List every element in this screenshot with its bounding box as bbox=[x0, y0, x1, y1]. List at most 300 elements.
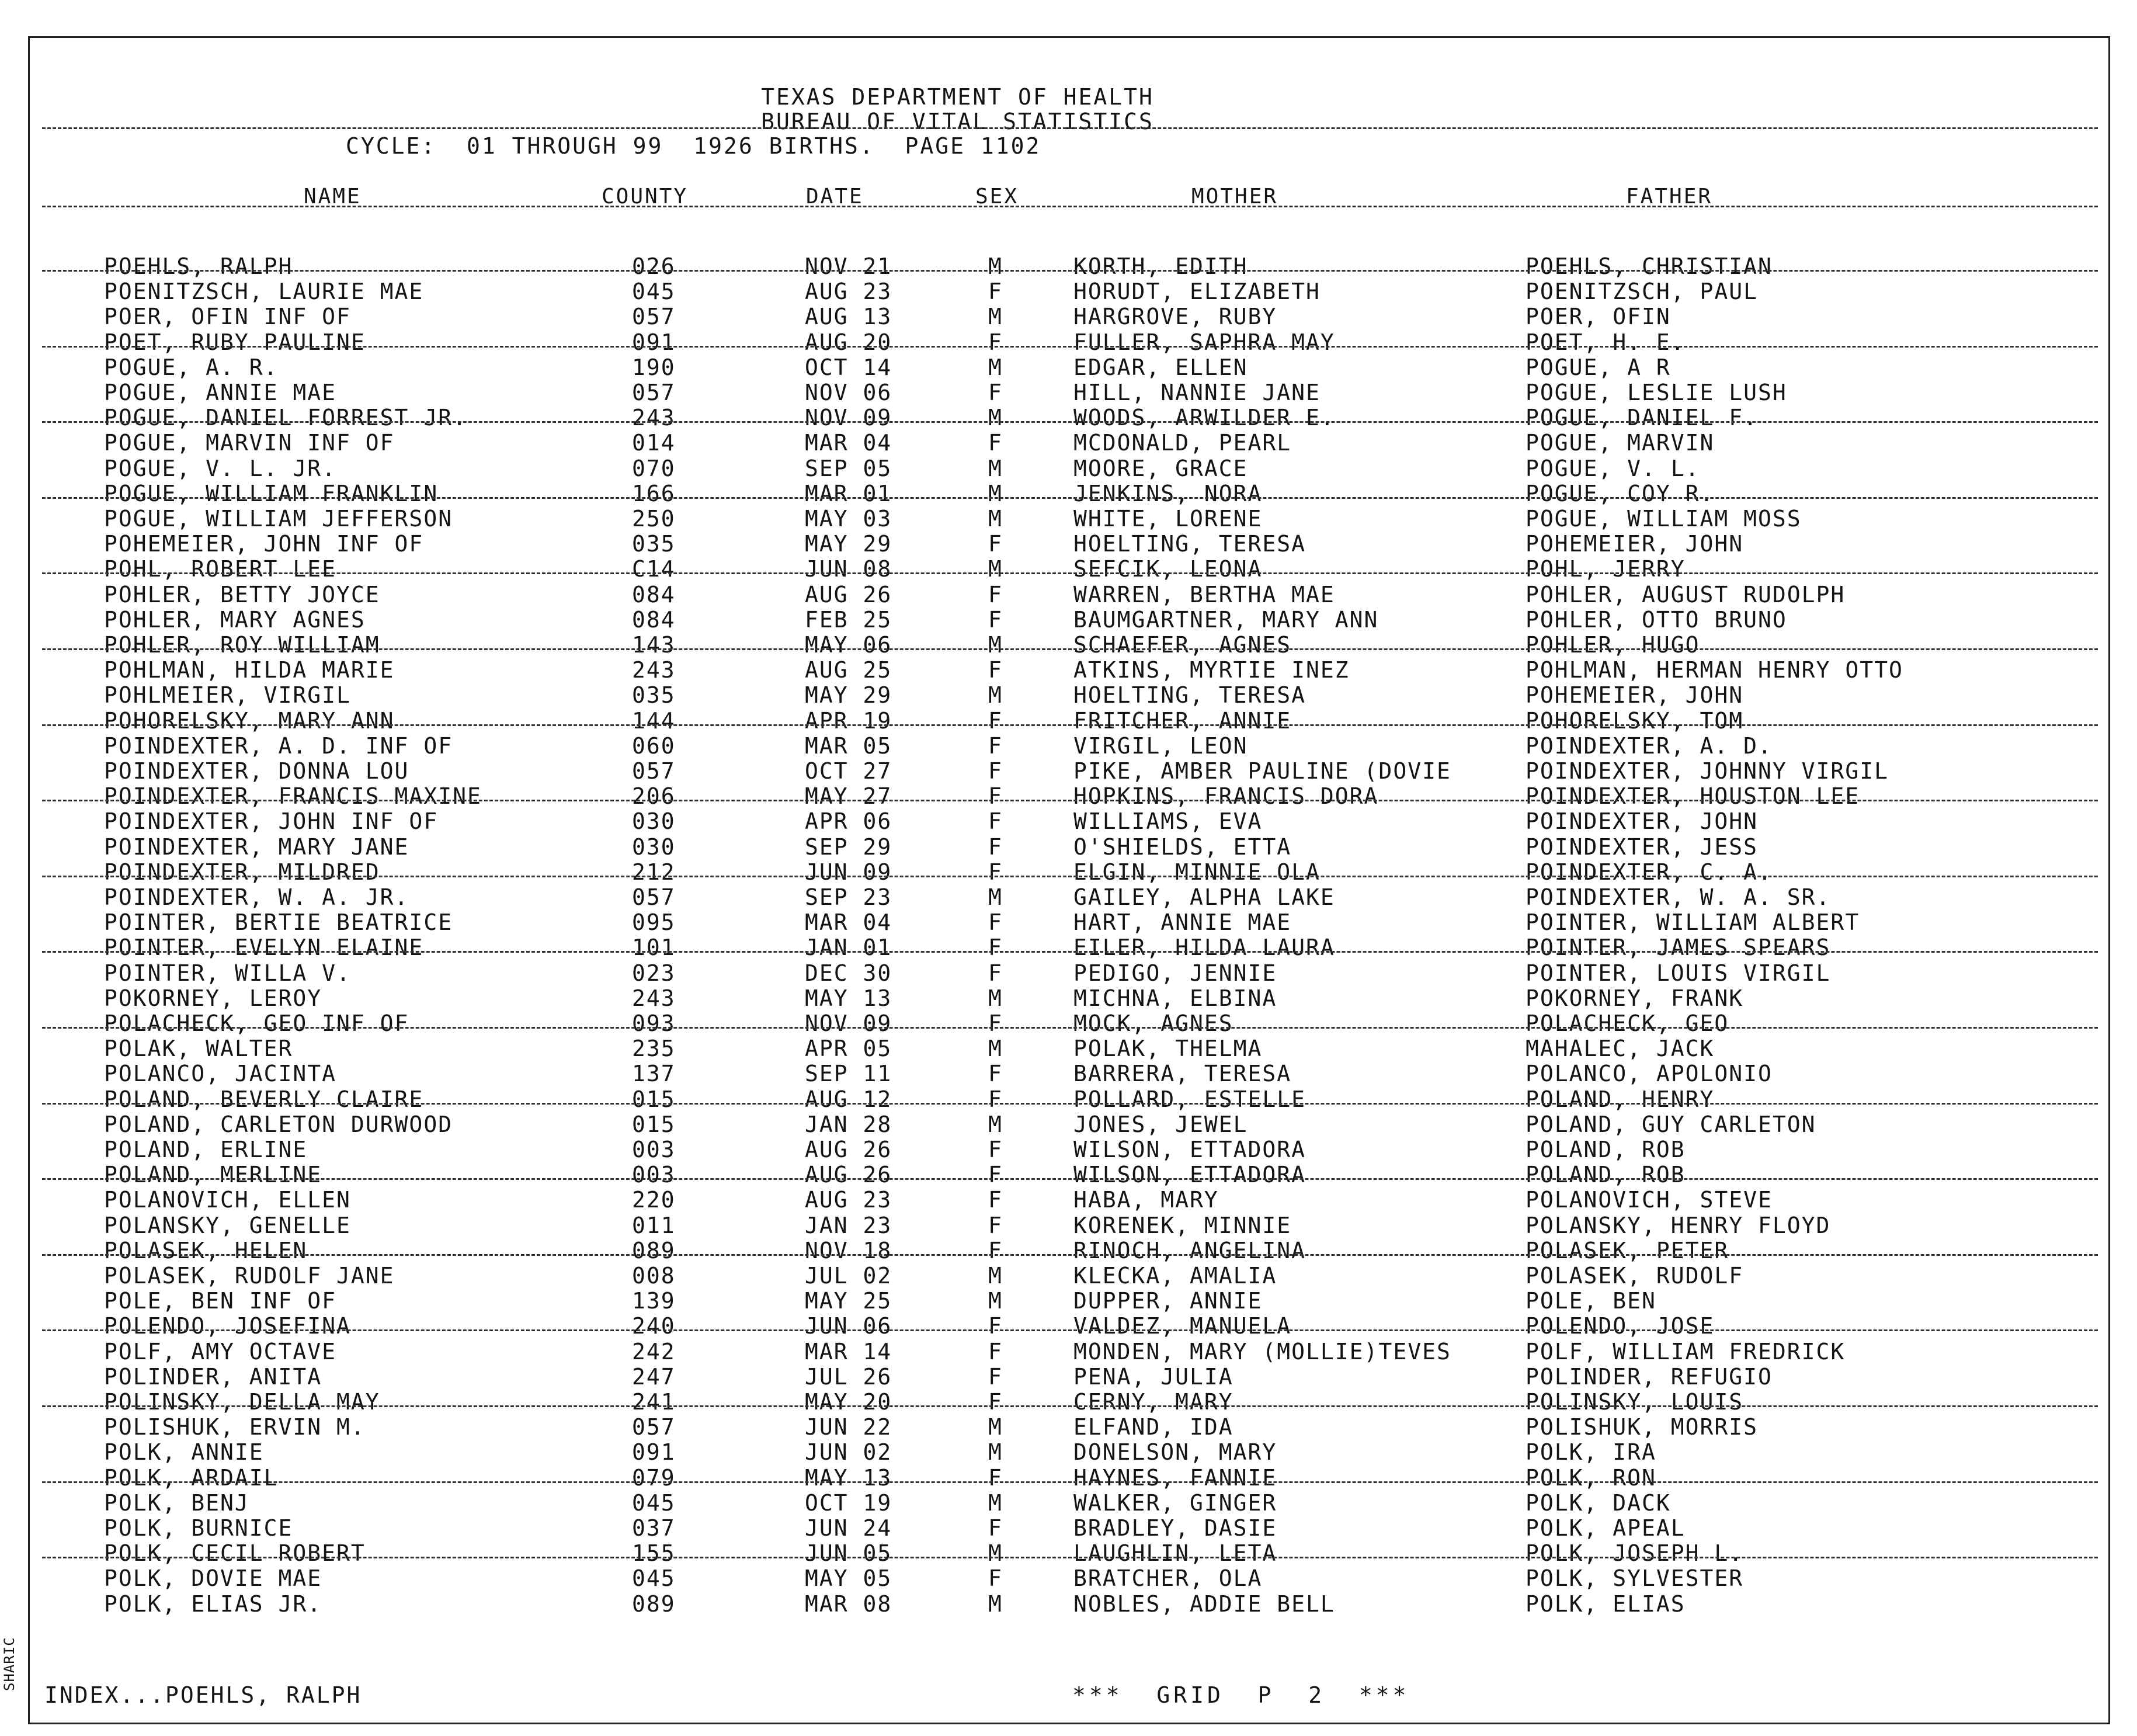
record-father: POGUE, DANIEL F. bbox=[1526, 405, 1759, 431]
record-name: POHLER, ROY WILLIAM bbox=[104, 632, 380, 658]
record-date: MAR 05 bbox=[805, 732, 892, 759]
record-county: 045 bbox=[632, 1565, 676, 1592]
record-county: 084 bbox=[632, 606, 676, 633]
record-date: AUG 23 bbox=[805, 279, 892, 305]
record-date: JUN 08 bbox=[805, 556, 892, 582]
record-name: POGUE, WILLIAM JEFFERSON bbox=[104, 506, 453, 532]
record-father: POLE, BEN bbox=[1526, 1288, 1656, 1314]
record-sex: M bbox=[988, 304, 1003, 330]
record-father: POINTER, JAMES SPEARS bbox=[1526, 935, 1831, 961]
record-date: MAY 13 bbox=[805, 985, 892, 1011]
record-father: POER, OFIN bbox=[1526, 304, 1671, 330]
record-date: MAY 06 bbox=[805, 632, 892, 658]
record-mother: NOBLES, ADDIE BELL bbox=[1073, 1591, 1335, 1617]
record-row bbox=[0, 935, 2137, 959]
record-mother: KORTH, EDITH bbox=[1073, 254, 1248, 279]
record-row bbox=[0, 1465, 2137, 1490]
record-row bbox=[0, 1490, 2137, 1515]
record-row bbox=[0, 884, 2137, 909]
record-county: 235 bbox=[632, 1036, 676, 1062]
record-row bbox=[0, 1439, 2137, 1464]
record-date: JAN 28 bbox=[805, 1111, 892, 1137]
record-mother: WILSON, ETTADORA bbox=[1073, 1137, 1306, 1162]
header-rule bbox=[42, 127, 2098, 129]
record-father: POEHLS, CHRISTIAN bbox=[1526, 254, 1773, 279]
record-row bbox=[0, 1238, 2137, 1262]
record-row bbox=[0, 808, 2137, 833]
record-name: POLISHUK, ERVIN M. bbox=[104, 1414, 366, 1440]
record-father: POINDEXTER, JOHN bbox=[1526, 808, 1759, 835]
record-county: 240 bbox=[632, 1313, 676, 1339]
record-name: POINDEXTER, JOHN INF OF bbox=[104, 808, 439, 835]
record-sex: F bbox=[988, 707, 1003, 734]
record-date: OCT 19 bbox=[805, 1490, 892, 1516]
record-name: POINDEXTER, FRANCIS MAXINE bbox=[104, 783, 482, 810]
record-mother: BRADLEY, DASIE bbox=[1073, 1515, 1277, 1541]
record-sex: M bbox=[988, 254, 1003, 279]
record-mother: HOELTING, TERESA bbox=[1073, 531, 1306, 557]
record-mother: DUPPER, ANNIE bbox=[1073, 1288, 1263, 1314]
record-row bbox=[0, 1263, 2137, 1287]
record-mother: KORENEK, MINNIE bbox=[1073, 1212, 1292, 1238]
record-sex: M bbox=[988, 1036, 1003, 1062]
record-father: POLACHECK, GEO bbox=[1526, 1011, 1729, 1036]
record-sex: F bbox=[988, 1313, 1003, 1339]
record-row bbox=[0, 1213, 2137, 1237]
record-date: AUG 26 bbox=[805, 1137, 892, 1162]
record-name: POLAND, BEVERLY CLAIRE bbox=[104, 1086, 424, 1112]
record-row bbox=[0, 355, 2137, 379]
record-sex: M bbox=[988, 632, 1003, 658]
record-county: 137 bbox=[632, 1061, 676, 1087]
record-name: POHORELSKY, MARY ANN bbox=[104, 707, 395, 734]
record-county: 030 bbox=[632, 808, 676, 835]
record-father: POGUE, V. L. bbox=[1526, 455, 1700, 481]
record-name: POHLMAN, HILDA MARIE bbox=[104, 657, 395, 683]
record-sex: M bbox=[988, 1439, 1003, 1466]
record-row bbox=[0, 708, 2137, 732]
record-name: POLANSKY, GENELLE bbox=[104, 1212, 351, 1238]
record-row bbox=[0, 859, 2137, 884]
record-county: 247 bbox=[632, 1363, 676, 1390]
record-sex: M bbox=[988, 556, 1003, 582]
record-father: POLINDER, REFUGIO bbox=[1526, 1363, 1773, 1390]
record-row bbox=[0, 758, 2137, 783]
record-name: POENITZSCH, LAURIE MAE bbox=[104, 279, 424, 305]
record-father: POHEMEIER, JOHN bbox=[1526, 531, 1744, 557]
record-mother: KLECKA, AMALIA bbox=[1073, 1263, 1277, 1289]
record-father: POLK, JOSEPH L. bbox=[1526, 1540, 1744, 1567]
record-sex: M bbox=[988, 985, 1003, 1011]
record-date: APR 19 bbox=[805, 707, 892, 734]
record-county: 242 bbox=[632, 1338, 676, 1365]
record-row bbox=[0, 1339, 2137, 1363]
record-name: POINTER, WILLA V. bbox=[104, 960, 351, 986]
record-name: POLINSKY, DELLA MAY bbox=[104, 1389, 380, 1415]
record-county: 139 bbox=[632, 1288, 676, 1314]
record-row bbox=[0, 380, 2137, 404]
record-mother: HOELTING, TERESA bbox=[1073, 682, 1306, 709]
record-sex: F bbox=[988, 1464, 1003, 1491]
record-sex: M bbox=[988, 884, 1003, 910]
record-father: POINDEXTER, JESS bbox=[1526, 834, 1759, 860]
record-name: POHLER, BETTY JOYCE bbox=[104, 581, 380, 607]
record-name: POLK, ANNIE bbox=[104, 1439, 264, 1466]
column-header-name: NAME bbox=[304, 185, 362, 209]
record-county: 143 bbox=[632, 632, 676, 658]
record-father: POLENDO, JOSE bbox=[1526, 1313, 1715, 1339]
record-name: POKORNEY, LEROY bbox=[104, 985, 322, 1011]
record-county: 045 bbox=[632, 279, 676, 305]
record-date: NOV 09 bbox=[805, 405, 892, 431]
bureau-title: BUREAU OF VITAL STATISTICS bbox=[761, 109, 1154, 134]
record-date: NOV 06 bbox=[805, 380, 892, 405]
record-county: 045 bbox=[632, 1490, 676, 1516]
record-father: POLK, RON bbox=[1526, 1464, 1656, 1491]
record-name: POLAK, WALTER bbox=[104, 1036, 293, 1062]
record-county: 003 bbox=[632, 1137, 676, 1162]
record-mother: SEFCIK, LEONA bbox=[1073, 556, 1263, 582]
record-mother: MICHNA, ELBINA bbox=[1073, 985, 1277, 1011]
record-father: POET, H. E. bbox=[1526, 329, 1686, 355]
record-date: JAN 23 bbox=[805, 1212, 892, 1238]
record-date: DEC 30 bbox=[805, 960, 892, 986]
record-father: POLK, SYLVESTER bbox=[1526, 1565, 1744, 1592]
record-name: POINTER, EVELYN ELAINE bbox=[104, 935, 424, 961]
record-sex: F bbox=[988, 581, 1003, 607]
record-date: AUG 12 bbox=[805, 1086, 892, 1112]
record-county: 057 bbox=[632, 1414, 676, 1440]
record-name: POLAND, ERLINE bbox=[104, 1137, 308, 1162]
record-name: POLAND, CARLETON DURWOOD bbox=[104, 1111, 453, 1137]
record-sex: F bbox=[988, 1212, 1003, 1238]
record-date: NOV 21 bbox=[805, 254, 892, 279]
record-father: POLASEK, RUDOLF bbox=[1526, 1263, 1744, 1289]
record-row bbox=[0, 985, 2137, 1010]
record-row bbox=[0, 632, 2137, 657]
record-date: AUG 20 bbox=[805, 329, 892, 355]
record-county: 014 bbox=[632, 430, 676, 456]
record-sex: M bbox=[988, 506, 1003, 532]
record-county: 057 bbox=[632, 758, 676, 784]
record-date: AUG 13 bbox=[805, 304, 892, 330]
record-date: MAR 08 bbox=[805, 1591, 892, 1617]
record-county: 057 bbox=[632, 304, 676, 330]
record-father: POLANOVICH, STEVE bbox=[1526, 1187, 1773, 1213]
record-name: POINDEXTER, A. D. INF OF bbox=[104, 732, 453, 759]
record-row bbox=[0, 1389, 2137, 1414]
record-name: POLASEK, HELEN bbox=[104, 1237, 308, 1263]
record-sex: M bbox=[988, 1490, 1003, 1516]
column-header-date: DATE bbox=[806, 185, 864, 209]
record-name: POLK, CECIL ROBERT bbox=[104, 1540, 366, 1567]
record-county: C14 bbox=[632, 556, 676, 582]
record-row bbox=[0, 582, 2137, 606]
record-county: 035 bbox=[632, 682, 676, 709]
record-county: 023 bbox=[632, 960, 676, 986]
record-date: JUN 02 bbox=[805, 1439, 892, 1466]
column-header-county: COUNTY bbox=[602, 185, 689, 209]
record-sex: F bbox=[988, 732, 1003, 759]
record-row bbox=[0, 682, 2137, 707]
record-date: SEP 05 bbox=[805, 455, 892, 481]
record-row bbox=[0, 607, 2137, 631]
record-county: 190 bbox=[632, 354, 676, 380]
record-row bbox=[0, 1288, 2137, 1313]
record-sex: F bbox=[988, 380, 1003, 405]
record-name: POGUE, A. R. bbox=[104, 354, 279, 380]
record-date: NOV 18 bbox=[805, 1237, 892, 1263]
record-county: 243 bbox=[632, 985, 676, 1011]
record-father: POINTER, LOUIS VIRGIL bbox=[1526, 960, 1831, 986]
record-father: POLANSKY, HENRY FLOYD bbox=[1526, 1212, 1831, 1238]
record-name: POHLMEIER, VIRGIL bbox=[104, 682, 351, 709]
record-mother: RINOCH, ANGELINA bbox=[1073, 1237, 1306, 1263]
record-mother: PENA, JULIA bbox=[1073, 1363, 1233, 1390]
record-county: 206 bbox=[632, 783, 676, 810]
record-date: OCT 27 bbox=[805, 758, 892, 784]
record-sex: F bbox=[988, 606, 1003, 633]
record-county: 003 bbox=[632, 1162, 676, 1188]
record-mother: WOODS, ARWILDER E. bbox=[1073, 405, 1335, 431]
record-row bbox=[0, 531, 2137, 555]
record-father: POLAND, HENRY bbox=[1526, 1086, 1715, 1112]
record-row bbox=[0, 834, 2137, 859]
record-father: POGUE, WILLIAM MOSS bbox=[1526, 506, 1802, 532]
record-mother: VALDEZ, MANUELA bbox=[1073, 1313, 1292, 1339]
record-mother: HORUDT, ELIZABETH bbox=[1073, 279, 1321, 305]
record-county: 220 bbox=[632, 1187, 676, 1213]
record-row bbox=[0, 1036, 2137, 1060]
record-row bbox=[0, 304, 2137, 328]
record-date: JUN 09 bbox=[805, 859, 892, 885]
record-row bbox=[0, 960, 2137, 985]
record-county: 015 bbox=[632, 1086, 676, 1112]
record-row bbox=[0, 254, 2137, 278]
record-county: 035 bbox=[632, 531, 676, 557]
record-mother: EDGAR, ELLEN bbox=[1073, 354, 1248, 380]
record-father: POINDEXTER, W. A. SR. bbox=[1526, 884, 1831, 910]
record-county: 101 bbox=[632, 935, 676, 961]
record-sex: M bbox=[988, 1591, 1003, 1617]
record-name: POLK, ELIAS JR. bbox=[104, 1591, 322, 1617]
record-mother: FRITCHER, ANNIE bbox=[1073, 707, 1292, 734]
record-county: 057 bbox=[632, 380, 676, 405]
record-father: POINDEXTER, A. D. bbox=[1526, 732, 1773, 759]
record-sex: F bbox=[988, 1515, 1003, 1541]
record-father: POGUE, MARVIN bbox=[1526, 430, 1715, 456]
record-row bbox=[0, 1162, 2137, 1186]
record-county: 070 bbox=[632, 455, 676, 481]
record-sex: F bbox=[988, 783, 1003, 810]
record-sex: F bbox=[988, 935, 1003, 961]
record-father: POENITZSCH, PAUL bbox=[1526, 279, 1759, 305]
record-mother: VIRGIL, LEON bbox=[1073, 732, 1248, 759]
record-date: JUN 05 bbox=[805, 1540, 892, 1567]
record-date: AUG 23 bbox=[805, 1187, 892, 1213]
record-sex: F bbox=[988, 758, 1003, 784]
record-county: 155 bbox=[632, 1540, 676, 1567]
grid-footer: *** GRID P 2 *** bbox=[1072, 1682, 1410, 1708]
record-county: 089 bbox=[632, 1591, 676, 1617]
record-county: 250 bbox=[632, 506, 676, 532]
record-sex: F bbox=[988, 1565, 1003, 1592]
record-name: POLK, BURNICE bbox=[104, 1515, 293, 1541]
record-county: 243 bbox=[632, 405, 676, 431]
record-name: POLE, BEN INF OF bbox=[104, 1288, 337, 1314]
record-father: POINDEXTER, JOHNNY VIRGIL bbox=[1526, 758, 1889, 784]
record-name: POLK, ARDAIL bbox=[104, 1464, 279, 1491]
record-father: POGUE, A R bbox=[1526, 354, 1671, 380]
record-father: POLAND, ROB bbox=[1526, 1162, 1686, 1188]
record-date: JUN 24 bbox=[805, 1515, 892, 1541]
record-row bbox=[0, 430, 2137, 454]
record-mother: PEDIGO, JENNIE bbox=[1073, 960, 1277, 986]
record-sex: M bbox=[988, 682, 1003, 709]
record-row bbox=[0, 405, 2137, 429]
record-county: 091 bbox=[632, 329, 676, 355]
record-mother: BRATCHER, OLA bbox=[1073, 1565, 1263, 1592]
record-sex: M bbox=[988, 1288, 1003, 1314]
record-date: MAY 05 bbox=[805, 1565, 892, 1592]
record-father: POLK, DACK bbox=[1526, 1490, 1671, 1516]
record-father: POLK, APEAL bbox=[1526, 1515, 1686, 1541]
record-county: 015 bbox=[632, 1111, 676, 1137]
record-mother: WILLIAMS, EVA bbox=[1073, 808, 1263, 835]
record-county: 241 bbox=[632, 1389, 676, 1415]
record-father: POLASEK, PETER bbox=[1526, 1237, 1729, 1263]
record-row bbox=[0, 1061, 2137, 1085]
record-father: POHLER, HUGO bbox=[1526, 632, 1700, 658]
record-row bbox=[0, 329, 2137, 354]
record-name: POGUE, MARVIN INF OF bbox=[104, 430, 395, 456]
record-mother: POLLARD, ESTELLE bbox=[1073, 1086, 1306, 1112]
record-mother: MONDEN, MARY (MOLLIE)TEVES bbox=[1073, 1338, 1451, 1365]
record-mother: POLAK, THELMA bbox=[1073, 1036, 1263, 1062]
record-row bbox=[0, 1187, 2137, 1211]
record-father: POHORELSKY, TOM bbox=[1526, 707, 1744, 734]
record-sex: F bbox=[988, 279, 1003, 305]
record-father: POKORNEY, FRANK bbox=[1526, 985, 1744, 1011]
record-county: 057 bbox=[632, 884, 676, 910]
record-date: JUN 06 bbox=[805, 1313, 892, 1339]
record-county: 026 bbox=[632, 254, 676, 279]
record-name: POGUE, ANNIE MAE bbox=[104, 380, 337, 405]
record-sex: F bbox=[988, 531, 1003, 557]
record-sex: F bbox=[988, 1086, 1003, 1112]
column-header-father: FATHER bbox=[1626, 185, 1713, 209]
record-father: POINDEXTER, HOUSTON LEE bbox=[1526, 783, 1860, 810]
record-sex: M bbox=[988, 480, 1003, 506]
record-name: POINDEXTER, MARY JANE bbox=[104, 834, 409, 860]
record-row bbox=[0, 783, 2137, 808]
cycle-line: CYCLE: 01 THROUGH 99 1926 BIRTHS. PAGE 1102 bbox=[346, 133, 1041, 159]
record-county: 008 bbox=[632, 1263, 676, 1289]
record-date: MAR 14 bbox=[805, 1338, 892, 1365]
record-row bbox=[0, 456, 2137, 480]
record-name: POHLER, MARY AGNES bbox=[104, 606, 366, 633]
record-row bbox=[0, 506, 2137, 530]
record-sex: F bbox=[988, 1338, 1003, 1365]
record-name: POLF, AMY OCTAVE bbox=[104, 1338, 337, 1365]
record-mother: MOCK, AGNES bbox=[1073, 1011, 1233, 1036]
record-date: MAR 04 bbox=[805, 430, 892, 456]
record-name: POINDEXTER, DONNA LOU bbox=[104, 758, 409, 784]
record-sex: F bbox=[988, 430, 1003, 456]
record-date: AUG 26 bbox=[805, 581, 892, 607]
record-date: JUL 02 bbox=[805, 1263, 892, 1289]
record-father: POHLMAN, HERMAN HENRY OTTO bbox=[1526, 657, 1903, 683]
record-county: 037 bbox=[632, 1515, 676, 1541]
record-county: 166 bbox=[632, 480, 676, 506]
record-mother: DONELSON, MARY bbox=[1073, 1439, 1277, 1466]
record-row bbox=[0, 1414, 2137, 1439]
record-date: MAY 03 bbox=[805, 506, 892, 532]
record-name: POLANCO, JACINTA bbox=[104, 1061, 337, 1087]
record-date: OCT 14 bbox=[805, 354, 892, 380]
record-mother: O'SHIELDS, ETTA bbox=[1073, 834, 1292, 860]
record-name: POLENDO, JOSEFINA bbox=[104, 1313, 351, 1339]
record-father: POHL, JERRY bbox=[1526, 556, 1686, 582]
column-header-mother: MOTHER bbox=[1191, 185, 1278, 209]
record-date: JAN 01 bbox=[805, 935, 892, 961]
record-date: NOV 09 bbox=[805, 1011, 892, 1036]
record-sex: F bbox=[988, 1389, 1003, 1415]
record-sex: F bbox=[988, 1061, 1003, 1087]
record-county: 091 bbox=[632, 1439, 676, 1466]
record-date: AUG 25 bbox=[805, 657, 892, 683]
record-father: POLAND, GUY CARLETON bbox=[1526, 1111, 1816, 1137]
record-county: 093 bbox=[632, 1011, 676, 1036]
record-name: POLK, BENJ bbox=[104, 1490, 249, 1516]
record-row bbox=[0, 1565, 2137, 1590]
record-father: POLK, IRA bbox=[1526, 1439, 1656, 1466]
record-father: POLAND, ROB bbox=[1526, 1137, 1686, 1162]
record-mother: FULLER, SAPHRA MAY bbox=[1073, 329, 1335, 355]
record-date: SEP 23 bbox=[805, 884, 892, 910]
record-date: AUG 26 bbox=[805, 1162, 892, 1188]
record-mother: WILSON, ETTADORA bbox=[1073, 1162, 1306, 1188]
record-row bbox=[0, 279, 2137, 303]
record-mother: JONES, JEWEL bbox=[1073, 1111, 1248, 1137]
record-name: POLAND, MERLINE bbox=[104, 1162, 322, 1188]
record-date: MAR 01 bbox=[805, 480, 892, 506]
record-date: JUN 22 bbox=[805, 1414, 892, 1440]
record-date: JUL 26 bbox=[805, 1363, 892, 1390]
record-sex: F bbox=[988, 1162, 1003, 1188]
record-mother: BARRERA, TERESA bbox=[1073, 1061, 1292, 1087]
record-name: POINDEXTER, W. A. JR. bbox=[104, 884, 409, 910]
record-mother: HABA, MARY bbox=[1073, 1187, 1219, 1213]
record-name: POLANOVICH, ELLEN bbox=[104, 1187, 351, 1213]
record-mother: JENKINS, NORA bbox=[1073, 480, 1263, 506]
record-row bbox=[0, 733, 2137, 758]
record-father: POLINSKY, LOUIS bbox=[1526, 1389, 1744, 1415]
record-row bbox=[0, 1515, 2137, 1540]
column-header-sex: SEX bbox=[975, 185, 1019, 209]
record-sex: M bbox=[988, 455, 1003, 481]
record-row bbox=[0, 481, 2137, 505]
record-mother: GAILEY, ALPHA LAKE bbox=[1073, 884, 1335, 910]
record-mother: MOORE, GRACE bbox=[1073, 455, 1248, 481]
record-sex: F bbox=[988, 329, 1003, 355]
record-county: 084 bbox=[632, 581, 676, 607]
record-father: POHLER, AUGUST RUDOLPH bbox=[1526, 581, 1846, 607]
record-name: POGUE, V. L. JR. bbox=[104, 455, 337, 481]
record-father: POLANCO, APOLONIO bbox=[1526, 1061, 1773, 1087]
record-row bbox=[0, 657, 2137, 682]
record-father: POINDEXTER, C. A. bbox=[1526, 859, 1773, 885]
